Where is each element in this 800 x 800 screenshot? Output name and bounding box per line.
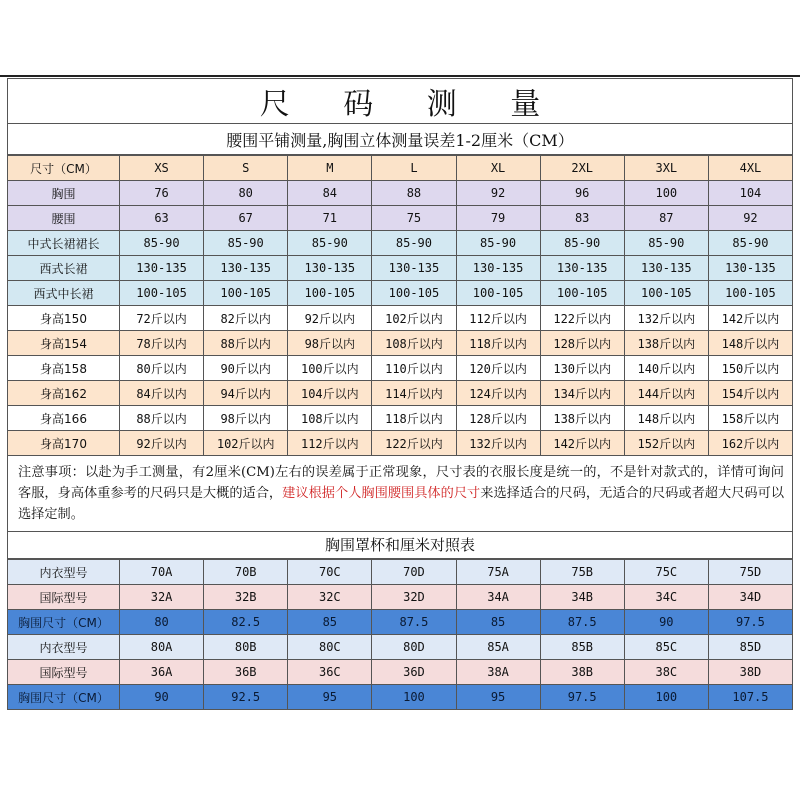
table-cell: 67 xyxy=(204,206,288,231)
cup-table-cell: 36B xyxy=(204,660,288,685)
table-cell: 87 xyxy=(624,206,708,231)
size-header-cell: XS xyxy=(120,156,204,181)
table-row xyxy=(8,406,793,431)
table-row xyxy=(8,356,793,381)
cup-table-cell: 70C xyxy=(288,560,372,585)
table-cell: 88斤以内 xyxy=(204,331,288,356)
cup-table-cell: 36D xyxy=(372,660,456,685)
notes-highlight: 建议根据个人胸围腰围具体的尺寸 xyxy=(282,486,481,501)
row-label: 腰围 xyxy=(8,206,120,231)
table-cell: 118斤以内 xyxy=(456,331,540,356)
table-cell: 98斤以内 xyxy=(204,406,288,431)
table-cell: 138斤以内 xyxy=(624,331,708,356)
cup-table-cell: 75C xyxy=(624,560,708,585)
table-cell: 100 xyxy=(624,181,708,206)
table-cell: 78斤以内 xyxy=(120,331,204,356)
table-cell: 82斤以内 xyxy=(204,306,288,331)
table-cell: 120斤以内 xyxy=(456,356,540,381)
table-cell: 102斤以内 xyxy=(204,431,288,456)
table-cell: 130-135 xyxy=(204,256,288,281)
table-cell: 130-135 xyxy=(288,256,372,281)
row-label: 身高166 xyxy=(8,406,120,431)
size-header-cell: XL xyxy=(456,156,540,181)
size-table xyxy=(7,155,793,456)
table-cell: 130-135 xyxy=(372,256,456,281)
cup-table xyxy=(7,559,793,710)
cup-table-cell: 85A xyxy=(456,635,540,660)
page-subtitle: 腰围平铺测量,胸围立体测量误差1-2厘米（CM） xyxy=(8,124,793,155)
table-cell: 79 xyxy=(456,206,540,231)
table-cell: 102斤以内 xyxy=(372,306,456,331)
size-header-row xyxy=(8,156,793,181)
table-cell: 88 xyxy=(372,181,456,206)
table-cell: 152斤以内 xyxy=(624,431,708,456)
table-row xyxy=(8,281,793,306)
cup-table-cell: 85 xyxy=(288,610,372,635)
table-cell: 124斤以内 xyxy=(456,381,540,406)
cup-table-cell: 38C xyxy=(624,660,708,685)
size-header-cell: 3XL xyxy=(624,156,708,181)
table-cell: 112斤以内 xyxy=(288,431,372,456)
table-cell: 85-90 xyxy=(708,231,792,256)
table-cell: 84斤以内 xyxy=(120,381,204,406)
cup-table-cell: 36C xyxy=(288,660,372,685)
table-cell: 100-105 xyxy=(540,281,624,306)
cup-table-cell: 80B xyxy=(204,635,288,660)
row-label: 身高158 xyxy=(8,356,120,381)
table-cell: 84 xyxy=(288,181,372,206)
table-cell: 130-135 xyxy=(708,256,792,281)
row-label: 胸围 xyxy=(8,181,120,206)
table-cell: 130-135 xyxy=(540,256,624,281)
page-title: 尺 码 测 量 xyxy=(8,79,793,124)
table-cell: 100-105 xyxy=(288,281,372,306)
cup-table-cell: 100 xyxy=(372,685,456,710)
table-cell: 98斤以内 xyxy=(288,331,372,356)
row-label: 身高154 xyxy=(8,331,120,356)
table-cell: 148斤以内 xyxy=(708,331,792,356)
table-cell: 80 xyxy=(204,181,288,206)
table-cell: 85-90 xyxy=(372,231,456,256)
table-cell: 108斤以内 xyxy=(288,406,372,431)
table-row xyxy=(8,181,793,206)
cup-table-cell: 38A xyxy=(456,660,540,685)
table-row xyxy=(8,256,793,281)
table-cell: 72斤以内 xyxy=(120,306,204,331)
cup-table-title: 胸围罩杯和厘米对照表 xyxy=(7,532,793,559)
table-cell: 132斤以内 xyxy=(624,306,708,331)
table-cell: 85-90 xyxy=(540,231,624,256)
cup-table-cell: 95 xyxy=(288,685,372,710)
table-row xyxy=(8,231,793,256)
table-cell: 100-105 xyxy=(120,281,204,306)
cup-table-cell: 38B xyxy=(540,660,624,685)
table-cell: 100-105 xyxy=(372,281,456,306)
table-cell: 80斤以内 xyxy=(120,356,204,381)
cup-table-cell: 34D xyxy=(708,585,792,610)
cup-row-label: 内衣型号 xyxy=(8,560,120,585)
size-header-cell: 2XL xyxy=(540,156,624,181)
cup-table-cell: 85C xyxy=(624,635,708,660)
size-header-cell: M xyxy=(288,156,372,181)
table-cell: 130-135 xyxy=(624,256,708,281)
cup-table-row xyxy=(8,685,793,710)
cup-row-label: 胸围尺寸（CM） xyxy=(8,685,120,710)
row-label: 身高162 xyxy=(8,381,120,406)
table-cell: 140斤以内 xyxy=(624,356,708,381)
cup-table-cell: 90 xyxy=(624,610,708,635)
table-cell: 85-90 xyxy=(120,231,204,256)
cup-table-cell: 92.5 xyxy=(204,685,288,710)
table-cell: 132斤以内 xyxy=(456,431,540,456)
cup-table-cell: 75B xyxy=(540,560,624,585)
cup-table-cell: 90 xyxy=(120,685,204,710)
table-cell: 85-90 xyxy=(288,231,372,256)
cup-table-cell: 80D xyxy=(372,635,456,660)
table-cell: 90斤以内 xyxy=(204,356,288,381)
cup-table-cell: 70A xyxy=(120,560,204,585)
cup-table-row xyxy=(8,610,793,635)
size-chart-sheet xyxy=(7,78,793,710)
table-cell: 83 xyxy=(540,206,624,231)
cup-table-cell: 70B xyxy=(204,560,288,585)
table-cell: 75 xyxy=(372,206,456,231)
size-header-cell: S xyxy=(204,156,288,181)
cup-row-label: 内衣型号 xyxy=(8,635,120,660)
cup-table-cell: 34A xyxy=(456,585,540,610)
table-cell: 94斤以内 xyxy=(204,381,288,406)
table-cell: 100-105 xyxy=(456,281,540,306)
size-header-cell: 4XL xyxy=(708,156,792,181)
table-cell: 130-135 xyxy=(456,256,540,281)
table-cell: 110斤以内 xyxy=(372,356,456,381)
table-cell: 85-90 xyxy=(204,231,288,256)
table-cell: 92 xyxy=(708,206,792,231)
cup-table-row xyxy=(8,585,793,610)
table-row xyxy=(8,431,793,456)
table-row xyxy=(8,381,793,406)
cup-table-cell: 107.5 xyxy=(708,685,792,710)
table-cell: 108斤以内 xyxy=(372,331,456,356)
table-cell: 100-105 xyxy=(708,281,792,306)
table-cell: 96 xyxy=(540,181,624,206)
cup-table-cell: 80C xyxy=(288,635,372,660)
table-cell: 104 xyxy=(708,181,792,206)
notes-text: 注意事项：以赴为手工测量，有2厘米(CM)左右的误差属于正常现象，尺寸表的衣服长度是统一的，不是针对款式的，详情可询问客服，身高体重参考的尺码只是大概的适合， xyxy=(18,465,784,501)
row-label: 西式中长裙 xyxy=(8,281,120,306)
table-cell: 85-90 xyxy=(456,231,540,256)
title-table xyxy=(7,78,793,155)
cup-table-row xyxy=(8,635,793,660)
cup-table-cell: 32D xyxy=(372,585,456,610)
row-label: 中式长裙裙长 xyxy=(8,231,120,256)
table-cell: 71 xyxy=(288,206,372,231)
cup-table-cell: 70D xyxy=(372,560,456,585)
table-cell: 154斤以内 xyxy=(708,381,792,406)
cup-table-cell: 97.5 xyxy=(540,685,624,710)
table-cell: 92斤以内 xyxy=(120,431,204,456)
cup-table-row xyxy=(8,660,793,685)
table-row xyxy=(8,306,793,331)
cup-row-label: 国际型号 xyxy=(8,585,120,610)
table-cell: 85-90 xyxy=(624,231,708,256)
table-row xyxy=(8,206,793,231)
cup-table-cell: 80 xyxy=(120,610,204,635)
table-cell: 150斤以内 xyxy=(708,356,792,381)
cup-row-label: 国际型号 xyxy=(8,660,120,685)
table-cell: 88斤以内 xyxy=(120,406,204,431)
size-header-label: 尺寸（CM） xyxy=(8,156,120,181)
table-cell: 142斤以内 xyxy=(540,431,624,456)
cup-table-cell: 75A xyxy=(456,560,540,585)
table-cell: 100-105 xyxy=(204,281,288,306)
cup-table-cell: 95 xyxy=(456,685,540,710)
table-cell: 128斤以内 xyxy=(540,331,624,356)
table-cell: 130-135 xyxy=(120,256,204,281)
row-label: 西式长裙 xyxy=(8,256,120,281)
cup-table-cell: 85 xyxy=(456,610,540,635)
cup-table-cell: 36A xyxy=(120,660,204,685)
table-cell: 100-105 xyxy=(624,281,708,306)
row-label: 身高150 xyxy=(8,306,120,331)
cup-table-cell: 82.5 xyxy=(204,610,288,635)
cup-table-cell: 100 xyxy=(624,685,708,710)
notes xyxy=(7,456,793,532)
table-cell: 76 xyxy=(120,181,204,206)
table-cell: 92 xyxy=(456,181,540,206)
table-cell: 114斤以内 xyxy=(372,381,456,406)
table-cell: 162斤以内 xyxy=(708,431,792,456)
cup-table-row xyxy=(8,560,793,585)
notes-text-end: 来选择适合的尺码，无适合的尺码或者超大尺码可以选择定制。 xyxy=(18,486,785,522)
cup-table-cell: 85B xyxy=(540,635,624,660)
cup-table-cell: 87.5 xyxy=(372,610,456,635)
table-cell: 144斤以内 xyxy=(624,381,708,406)
table-cell: 118斤以内 xyxy=(372,406,456,431)
table-cell: 63 xyxy=(120,206,204,231)
table-cell: 142斤以内 xyxy=(708,306,792,331)
cup-table-cell: 80A xyxy=(120,635,204,660)
cup-table-cell: 87.5 xyxy=(540,610,624,635)
cup-table-cell: 32A xyxy=(120,585,204,610)
table-cell: 158斤以内 xyxy=(708,406,792,431)
cup-table-cell: 32B xyxy=(204,585,288,610)
table-cell: 128斤以内 xyxy=(456,406,540,431)
table-cell: 148斤以内 xyxy=(624,406,708,431)
cup-table-cell: 85D xyxy=(708,635,792,660)
cup-row-label: 胸围尺寸（CM） xyxy=(8,610,120,635)
cup-table-cell: 75D xyxy=(708,560,792,585)
size-header-cell: L xyxy=(372,156,456,181)
table-cell: 92斤以内 xyxy=(288,306,372,331)
table-cell: 130斤以内 xyxy=(540,356,624,381)
table-cell: 134斤以内 xyxy=(540,381,624,406)
row-label: 身高170 xyxy=(8,431,120,456)
table-row xyxy=(8,331,793,356)
table-cell: 104斤以内 xyxy=(288,381,372,406)
cup-table-cell: 38D xyxy=(708,660,792,685)
cup-table-cell: 32C xyxy=(288,585,372,610)
top-divider xyxy=(0,75,800,77)
table-cell: 122斤以内 xyxy=(540,306,624,331)
cup-table-cell: 34C xyxy=(624,585,708,610)
table-cell: 100斤以内 xyxy=(288,356,372,381)
table-cell: 122斤以内 xyxy=(372,431,456,456)
cup-table-cell: 97.5 xyxy=(708,610,792,635)
table-cell: 112斤以内 xyxy=(456,306,540,331)
cup-table-cell: 34B xyxy=(540,585,624,610)
table-cell: 138斤以内 xyxy=(540,406,624,431)
